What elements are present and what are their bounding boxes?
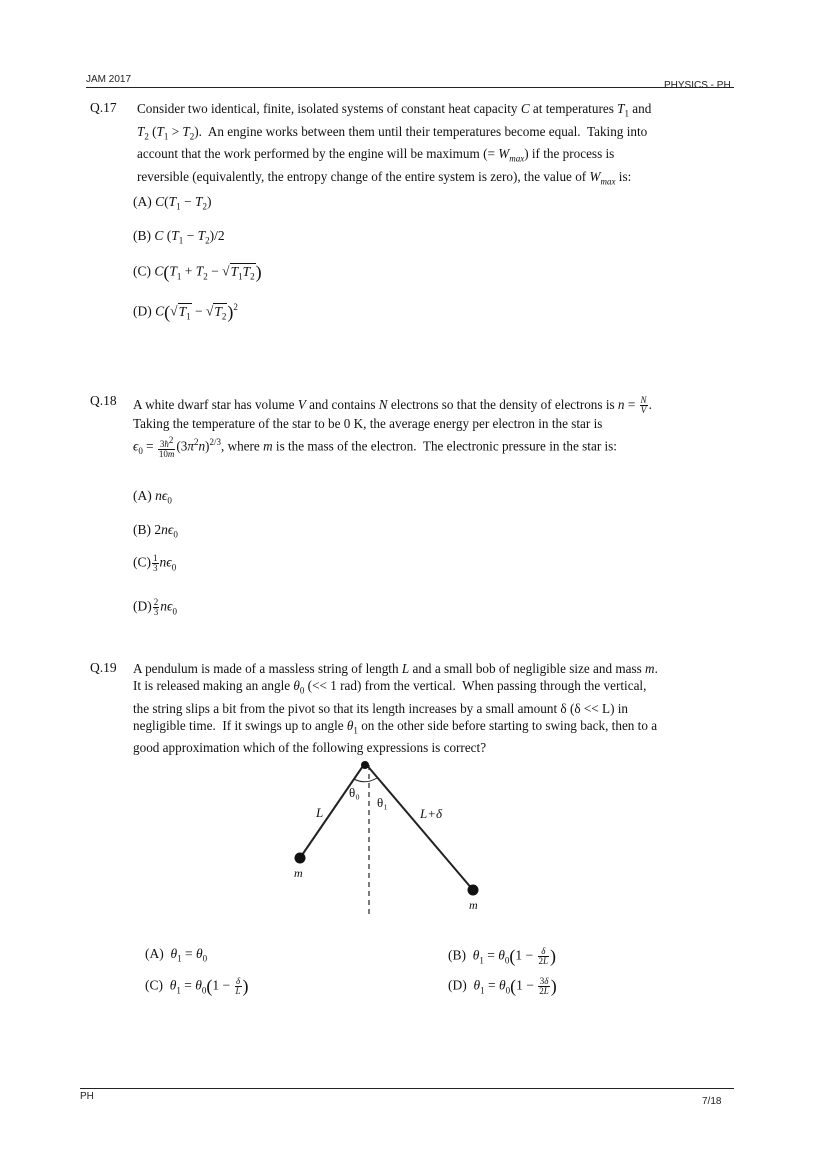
- q18-number: Q.18: [90, 393, 117, 408]
- q19-option-a-label: (A): [145, 946, 164, 961]
- q17-number: Q.17: [90, 100, 117, 115]
- pendulum-diagram: [280, 755, 500, 920]
- q18-option-b[interactable]: (B) $2n\epsilon_0$: [133, 522, 178, 540]
- q17-option-b[interactable]: (B) C $(T_1 - T_2)/2$: [133, 228, 225, 246]
- q18-option-d[interactable]: (D) $\frac{2}{3}$ $n\epsilon_0$: [133, 597, 177, 617]
- q17-option-a-label: (A): [133, 194, 152, 209]
- mass-left-label: m: [294, 866, 303, 880]
- footer-rule: [80, 1088, 734, 1089]
- q17-option-c-label: (C): [133, 263, 151, 279]
- q18-option-c-label: (C): [133, 554, 151, 570]
- q17-option-a[interactable]: (A) $C(T_1 - T_2)$: [133, 194, 212, 212]
- q18-line-2: Taking the temperature of the star to be 0 K, the average energy per electron in the star is: [133, 416, 603, 432]
- q17-option-b-label: (B): [133, 228, 151, 243]
- page-number: 7/18: [702, 1096, 722, 1107]
- angle-theta1-label: θ₁: [377, 795, 388, 810]
- q19-line-3: the string slips a bit from the pivot so that its length increases by a small amount δ (δ << L) in: [133, 700, 629, 716]
- q18-option-a[interactable]: (A) $n\epsilon_0$: [133, 488, 172, 506]
- q19-option-c[interactable]: (C) $\theta_1 = \theta_0(1$ − $\frac{\delta}{L}$ ): [145, 976, 249, 996]
- string-left: [300, 763, 365, 858]
- q17-option-c[interactable]: (C) $C(T_1 + T_2 - √T_1T_2)$: [133, 262, 262, 282]
- q19-option-a[interactable]: (A) $\theta_1 = \theta_0$: [145, 946, 208, 964]
- q19-text: [133, 660, 658, 756]
- q17-line-1: Consider two identical, finite, isolated systems of constant heat capacity C at temperatures $T_1$ and: [137, 101, 652, 119]
- q17-option-d[interactable]: (D) $C(√T_1 - √T_2)^2$: [133, 302, 238, 322]
- q17-text: [137, 100, 651, 191]
- q19-option-d-label: (D): [448, 977, 467, 993]
- q19-option-c-label: (C): [145, 977, 163, 993]
- q18-option-a-label: (A): [133, 488, 152, 503]
- exam-name: JAM 2017: [86, 74, 132, 85]
- string-right: [365, 763, 473, 890]
- q19-option-b-label: (B): [448, 947, 466, 963]
- q19-number: Q.19: [90, 660, 117, 675]
- q19-option-d[interactable]: (D) $\theta_1 = \theta_0(1$ − $\frac{3\delta}{2L}$ ): [448, 976, 557, 996]
- q17-line-4: reversible (equivalently, the entropy change of the entire system is zero), the value of $W_{max}$ is:: [137, 168, 632, 187]
- bob-right: [468, 885, 479, 896]
- q17-line-3: account that the work performed by the engine will be maximum (= $W_{max}$) if the process is: [137, 146, 615, 164]
- q18-option-c[interactable]: (C) $\frac{1}{3}$ $n\epsilon_0$: [133, 553, 177, 573]
- angle-theta0-label: θ₀: [349, 785, 360, 800]
- q19-line-1: A pendulum is made of a massless string of length L and a small bob of negligible size and mass m.: [133, 661, 658, 676]
- paper-name: PHYSICS - PH: [664, 80, 731, 91]
- q18-text: [133, 396, 652, 461]
- angle-arc: [354, 778, 377, 782]
- q17-line-2: $T_2$ $(T_1 > T_2)$. An engine works between them until their temperatures become equal. Taking into: [137, 123, 648, 142]
- q19-option-b[interactable]: (B) $\theta_1 = \theta_0(1$ − $\frac{\delta}{2L}$ ): [448, 946, 557, 966]
- q18-option-d-label: (D): [133, 598, 152, 614]
- q18-option-b-label: (B): [133, 522, 151, 537]
- mass-right-label: m: [469, 898, 478, 912]
- length-left-label: L: [316, 805, 324, 820]
- bob-left: [295, 853, 306, 864]
- q19-line-2: It is released making an angle $\theta_0$ (<< 1 rad) from the vertical. When passing through the vertical,: [133, 678, 647, 696]
- length-right-label: L+δ: [420, 806, 443, 821]
- q18-line-3: $\epsilon_0$ = $\frac{3ħ^2}{10m}$ $(3\pi^2n)^{2/3}$, where m is the mass of the electron. The electronic pressure in the star is:: [133, 435, 617, 460]
- pivot: [361, 761, 369, 769]
- q18-line-1: A white dwarf star has volume V and contains N electrons so that the density of electrons is n = $\frac{N}{V}$ .: [133, 395, 652, 416]
- header-rule: [86, 87, 734, 88]
- footer-paper-code: PH: [80, 1091, 94, 1102]
- q19-line-4: negligible time. If it swings up to angle $\theta_1$ on the other side before starting to swing back, then to a: [133, 717, 658, 736]
- q19-line-5: good approximation which of the following expressions is correct?: [133, 740, 487, 756]
- q17-option-d-label: (D): [133, 303, 152, 319]
